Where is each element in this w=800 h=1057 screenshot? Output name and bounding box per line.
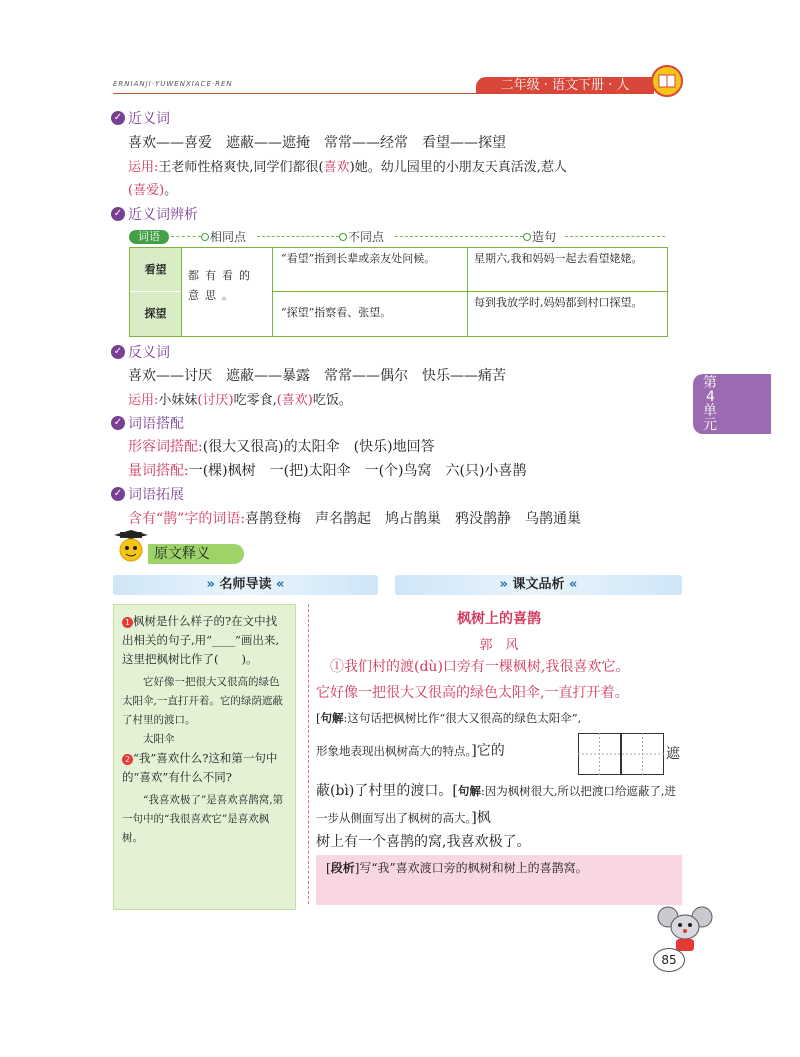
expansion-heading: ✓ 词语拓展: [111, 484, 184, 504]
discrimination-heading: ✓ 近义词辨析: [111, 204, 198, 224]
check-icon: ✓: [111, 111, 125, 125]
double-chevron-right-icon: »: [499, 577, 508, 592]
synonyms-usage-line2: (喜爱)。: [128, 183, 178, 198]
question-2: 2 “我”喜欢什么?这和第一句中的“喜欢”有什么不同?: [122, 751, 278, 784]
answer-2: “我喜欢极了”是喜欢喜鹊窝,第一句中的“我很喜欢它”是喜欢枫树。: [122, 794, 284, 844]
page-number: 85: [653, 948, 685, 972]
double-chevron-left-icon: «: [276, 577, 285, 592]
unit-tab: 第 4 单 元: [693, 374, 771, 434]
teacher-guide-box: [113, 604, 296, 910]
mascot-icon: [114, 530, 152, 564]
book-logo-icon: [650, 64, 684, 98]
para-line-1: ①我们村的渡(dù)口旁有一棵枫树,我很喜欢它。: [330, 659, 630, 675]
left-banner: » 名师导读 «: [113, 575, 378, 595]
synonyms-heading: ✓ 近义词: [111, 108, 170, 128]
collocation-heading: ✓ 词语搭配: [111, 413, 184, 433]
collocation-adj: 形容词搭配:(很大又很高)的太阳伞 (快乐)地回答: [128, 439, 435, 455]
table-header: [129, 228, 666, 246]
sentence-cell-2: 每到我放学时,妈妈都到村口探望。: [474, 296, 643, 309]
mouse-mascot-icon: [656, 905, 716, 953]
diff-cell-1: “看望”指到长辈或亲友处问候。: [273, 248, 468, 292]
answer-1: 它好像一把很大又很高的绿色太阳伞,一直打开着。它的绿荫遮蔽了村里的渡口。: [122, 676, 283, 726]
original-heading: 原文释义: [148, 544, 244, 564]
row-word-1: 看望: [130, 248, 181, 292]
lesson-author: 郭 风: [479, 638, 519, 653]
sentence-note-1b: 形象地表现出枫树高大的特点。]它的: [316, 743, 505, 759]
check-icon: ✓: [111, 416, 125, 430]
para-line-2: 它好像一把很大又很高的绿色太阳伞,一直打开着。: [316, 685, 629, 701]
col-sentence: 造句: [532, 230, 557, 244]
sentence-cell-1: 星期六,我和妈妈一起去看望姥姥。: [468, 248, 667, 292]
sentence-note-1: [句解:这句话把枫树比作“很大又很高的绿色太阳伞”,: [316, 711, 582, 725]
answer-1b: 太阳伞: [143, 733, 175, 745]
col-diff: 不同点: [348, 230, 385, 244]
expansion-line: 含有“鹊”字的词语:喜鹊登梅 声名鹊起 鸠占鹊巢 鸦没鹊静 乌鹊通巢: [128, 511, 582, 527]
header-pinyin: ERNIANJI·YUWENXIACE·REN: [113, 80, 233, 88]
antonyms-heading: ✓ 反义词: [111, 342, 170, 362]
header-title: 二年级 · 语文下册 · 人: [476, 77, 654, 94]
check-icon: ✓: [111, 345, 125, 359]
check-icon: ✓: [111, 207, 125, 221]
col-same: 相同点: [210, 230, 247, 244]
synonyms-usage-line1: 运用:王老师性格爽快,同学们都很(喜欢)她。幼儿园里的小朋友天真活泼,惹人: [128, 160, 567, 175]
synonyms-words: 喜欢——喜爱 遮蔽——遮掩 常常——经常 看望——探望: [128, 135, 506, 151]
column-divider: [308, 604, 309, 904]
right-banner: » 课文品析 «: [395, 575, 682, 595]
antonyms-usage: 运用:小妹妹(讨厌)吃零食,(喜欢)吃饭。: [128, 393, 352, 408]
para-line-4: 蔽(bì)了村里的渡口。[句解:因为枫树很大,所以把渡口给遮蔽了,进一步从侧面写出了枫树的高大。]枫: [316, 783, 677, 826]
para-line-6: 树上有一个喜鹊的窝,我喜欢极了。: [316, 834, 531, 850]
double-chevron-left-icon: «: [569, 577, 578, 592]
lesson-title: 枫树上的喜鹊: [457, 611, 541, 627]
check-icon: ✓: [111, 487, 125, 501]
discrimination-table: [129, 247, 668, 337]
writing-grid: [578, 733, 664, 775]
question-1: 1 枫树是什么样子的?在文中找出相关的句子,用“____”画出来,这里把枫树比作了( )。: [122, 614, 280, 666]
double-chevron-right-icon: »: [206, 577, 215, 592]
same-cell: 都有看的意思。: [181, 248, 273, 336]
row-word-2: 探望: [130, 292, 181, 336]
collocation-measure: 量词搭配:一(棵)枫树 一(把)太阳伞 一(个)鸟窝 六(只)小喜鹊: [128, 463, 527, 479]
para-char: 遮: [666, 746, 680, 762]
paragraph-analysis: [段析]写“我”喜欢渡口旁的枫树和树上的喜鹊窝。: [316, 855, 682, 905]
col-word: 词语: [129, 230, 169, 244]
diff-cell-2: “探望”指察看、张望。: [273, 292, 468, 336]
antonyms-words: 喜欢——讨厌 遮蔽——暴露 常常——偶尔 快乐——痛苦: [128, 368, 506, 384]
